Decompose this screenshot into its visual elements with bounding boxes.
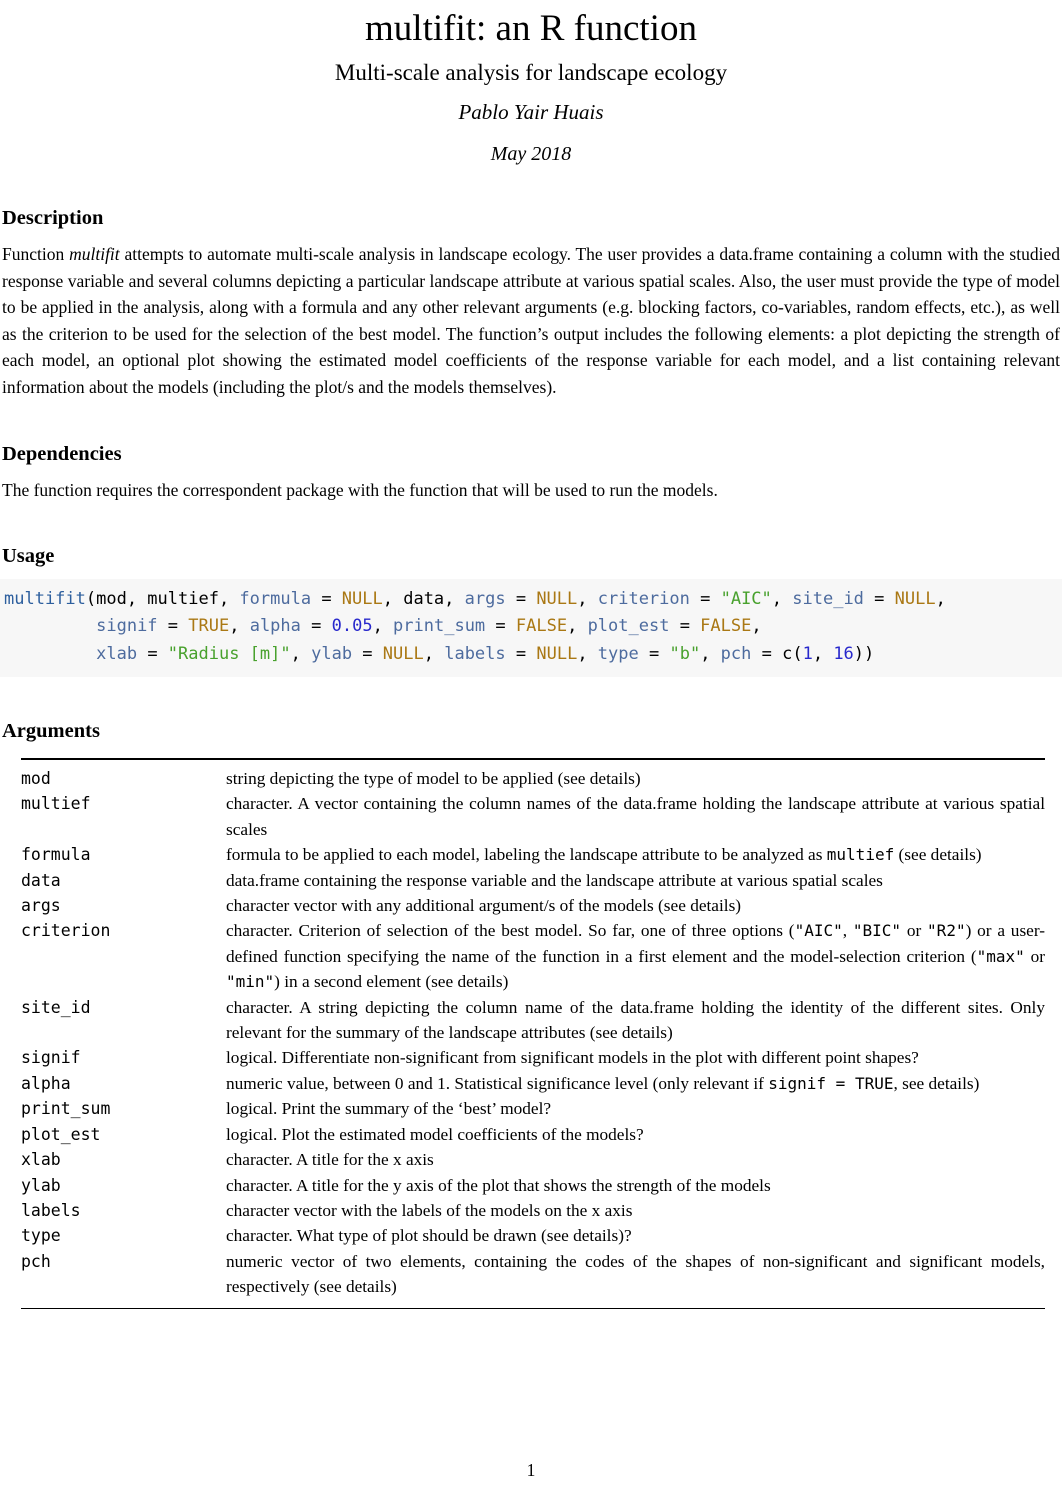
argument-name: ylab (21, 1175, 61, 1195)
section-arguments (2, 719, 1060, 1309)
argument-row (21, 1223, 1045, 1248)
argument-row (21, 868, 1045, 893)
argument-description: numeric value, between 0 and 1. Statistical significance level (only relevant if signif = TRUE, see details) (226, 1073, 980, 1093)
argument-name: labels (21, 1200, 81, 1220)
argument-description: character vector with any additional argument/s of the models (see details) (226, 896, 742, 916)
document-author: Pablo Yair Huais (458, 100, 604, 124)
argument-name: print_sum (21, 1099, 111, 1119)
argument-row (21, 766, 1045, 791)
argument-name: multief (21, 794, 91, 814)
page-number: 1 (526, 1460, 536, 1480)
argument-description: character. A string depicting the column name of the data.frame holding the identity of the different sites. Only relevant for the summary of the landscape attributes (see details) (226, 997, 1045, 1043)
argument-row (21, 842, 1045, 867)
argument-name: alpha (21, 1073, 71, 1093)
section-usage (2, 544, 1060, 678)
argument-description: character. A title for the x axis (226, 1150, 434, 1170)
argument-name: mod (21, 769, 51, 788)
usage-code-block (0, 579, 1062, 678)
argument-name: data (21, 870, 61, 890)
inline-code: multief (826, 845, 895, 865)
argument-description: character. Criterion of selection of the best model. So far, one of three options ("AIC", "BIC" or "R2") or a user-defined function specifying the name of the function in a first element and the model-selection criterion ("max" or "min") in a second element (see details) (226, 921, 1046, 992)
argument-description: character. What type of plot should be drawn (see details)? (226, 1226, 632, 1246)
argument-description: character. A title for the y axis of the plot that shows the strength of the models (226, 1175, 771, 1195)
code-line: signif = TRUE, alpha = 0.05, print_sum = FALSE, plot_est = FALSE, (96, 616, 762, 636)
argument-row (21, 1198, 1045, 1223)
inline-code: "AIC" (794, 921, 843, 941)
argument-name: plot_est (21, 1124, 101, 1144)
argument-row (21, 1173, 1045, 1198)
description-heading: Description (2, 207, 104, 229)
title-block (2, 8, 1060, 166)
argument-description: string depicting the type of model to be applied (see details) (226, 769, 641, 788)
argument-description: data.frame containing the response variable and the landscape attribute at various spatial scales (226, 870, 883, 890)
usage-heading: Usage (2, 544, 55, 567)
argument-name: formula (21, 845, 91, 865)
argument-row (21, 1096, 1045, 1121)
argument-description: character vector with the labels of the models on the x axis (226, 1200, 633, 1220)
argument-name: pch (21, 1251, 51, 1271)
section-dependencies (2, 442, 1060, 504)
inline-code: "max" (976, 946, 1025, 966)
argument-name: criterion (21, 921, 111, 941)
argument-description: logical. Plot the estimated model coefficients of the models? (226, 1124, 644, 1144)
argument-row (21, 1249, 1045, 1300)
argument-name: type (21, 1226, 61, 1246)
document-subtitle: Multi-scale analysis for landscape ecology (334, 60, 728, 85)
argument-description: numeric vector of two elements, containing the codes of the shapes of non-significant and significant models, respectively (see details) (226, 1251, 1045, 1297)
inline-code: "R2" (927, 921, 966, 941)
description-paragraph: Function multifit attempts to automate multi-scale analysis in landscape ecology. The user provides a data.frame containing a column with the studied response variable and several columns depicting a particular landscape attribute at various spatial scales. Also, the user must provide the type of model to be applied in the analysis, along with a formula and any other relevant arguments (e.g. blocking factors, co-variables, random effects, etc.), as well as the criterion to be used for the selection of the best model. The function’s output includes the following elements: a plot depicting the strength of each model, an optional plot showing the estimated model coefficients of the response variable for each model, and a list containing relevant information about the models (including the plot/s and the models themselves). (2, 244, 1060, 397)
argument-row (21, 1147, 1045, 1172)
argument-description: character. A vector containing the column names of the data.frame holding the landscape attribute at various spatial scales (226, 794, 1045, 839)
argument-row (21, 893, 1045, 918)
argument-row (21, 1045, 1045, 1070)
inline-code: signif = TRUE (768, 1073, 894, 1093)
argument-row (21, 1122, 1045, 1147)
dependencies-heading: Dependencies (2, 443, 122, 465)
document-date: May 2018 (490, 143, 572, 165)
argument-description: formula to be applied to each model, labeling the landscape attribute to be analyzed as multief (see details) (226, 845, 982, 865)
argument-row (21, 918, 1045, 994)
code-line: multifit(mod, multief, formula = NULL, data, args = NULL, criterion = "AIC", site_id = NULL, (4, 588, 946, 609)
argument-name: site_id (21, 997, 91, 1017)
argument-description: logical. Print the summary of the ‘best’ model? (226, 1099, 552, 1119)
inline-code: "BIC" (852, 921, 902, 941)
argument-description: logical. Differentiate non-significant from significant models in the plot with different point shapes? (226, 1048, 919, 1068)
dependencies-paragraph: The function requires the correspondent package with the function that will be used to run the models. (2, 480, 718, 500)
argument-row (21, 1071, 1045, 1096)
argument-row (21, 791, 1045, 842)
argument-row (21, 995, 1045, 1046)
section-description (2, 206, 1060, 400)
document-title: multifit: an R function (365, 8, 697, 49)
arguments-table (21, 758, 1045, 1309)
code-line: xlab = "Radius [m]", ylab = NULL, labels = NULL, type = "b", pch = c(1, 16)) (96, 643, 875, 664)
inline-code: "min" (226, 972, 275, 992)
argument-name: signif (21, 1048, 81, 1068)
argument-name: args (21, 896, 61, 916)
arguments-heading: Arguments (2, 720, 100, 742)
argument-name: xlab (21, 1150, 61, 1170)
